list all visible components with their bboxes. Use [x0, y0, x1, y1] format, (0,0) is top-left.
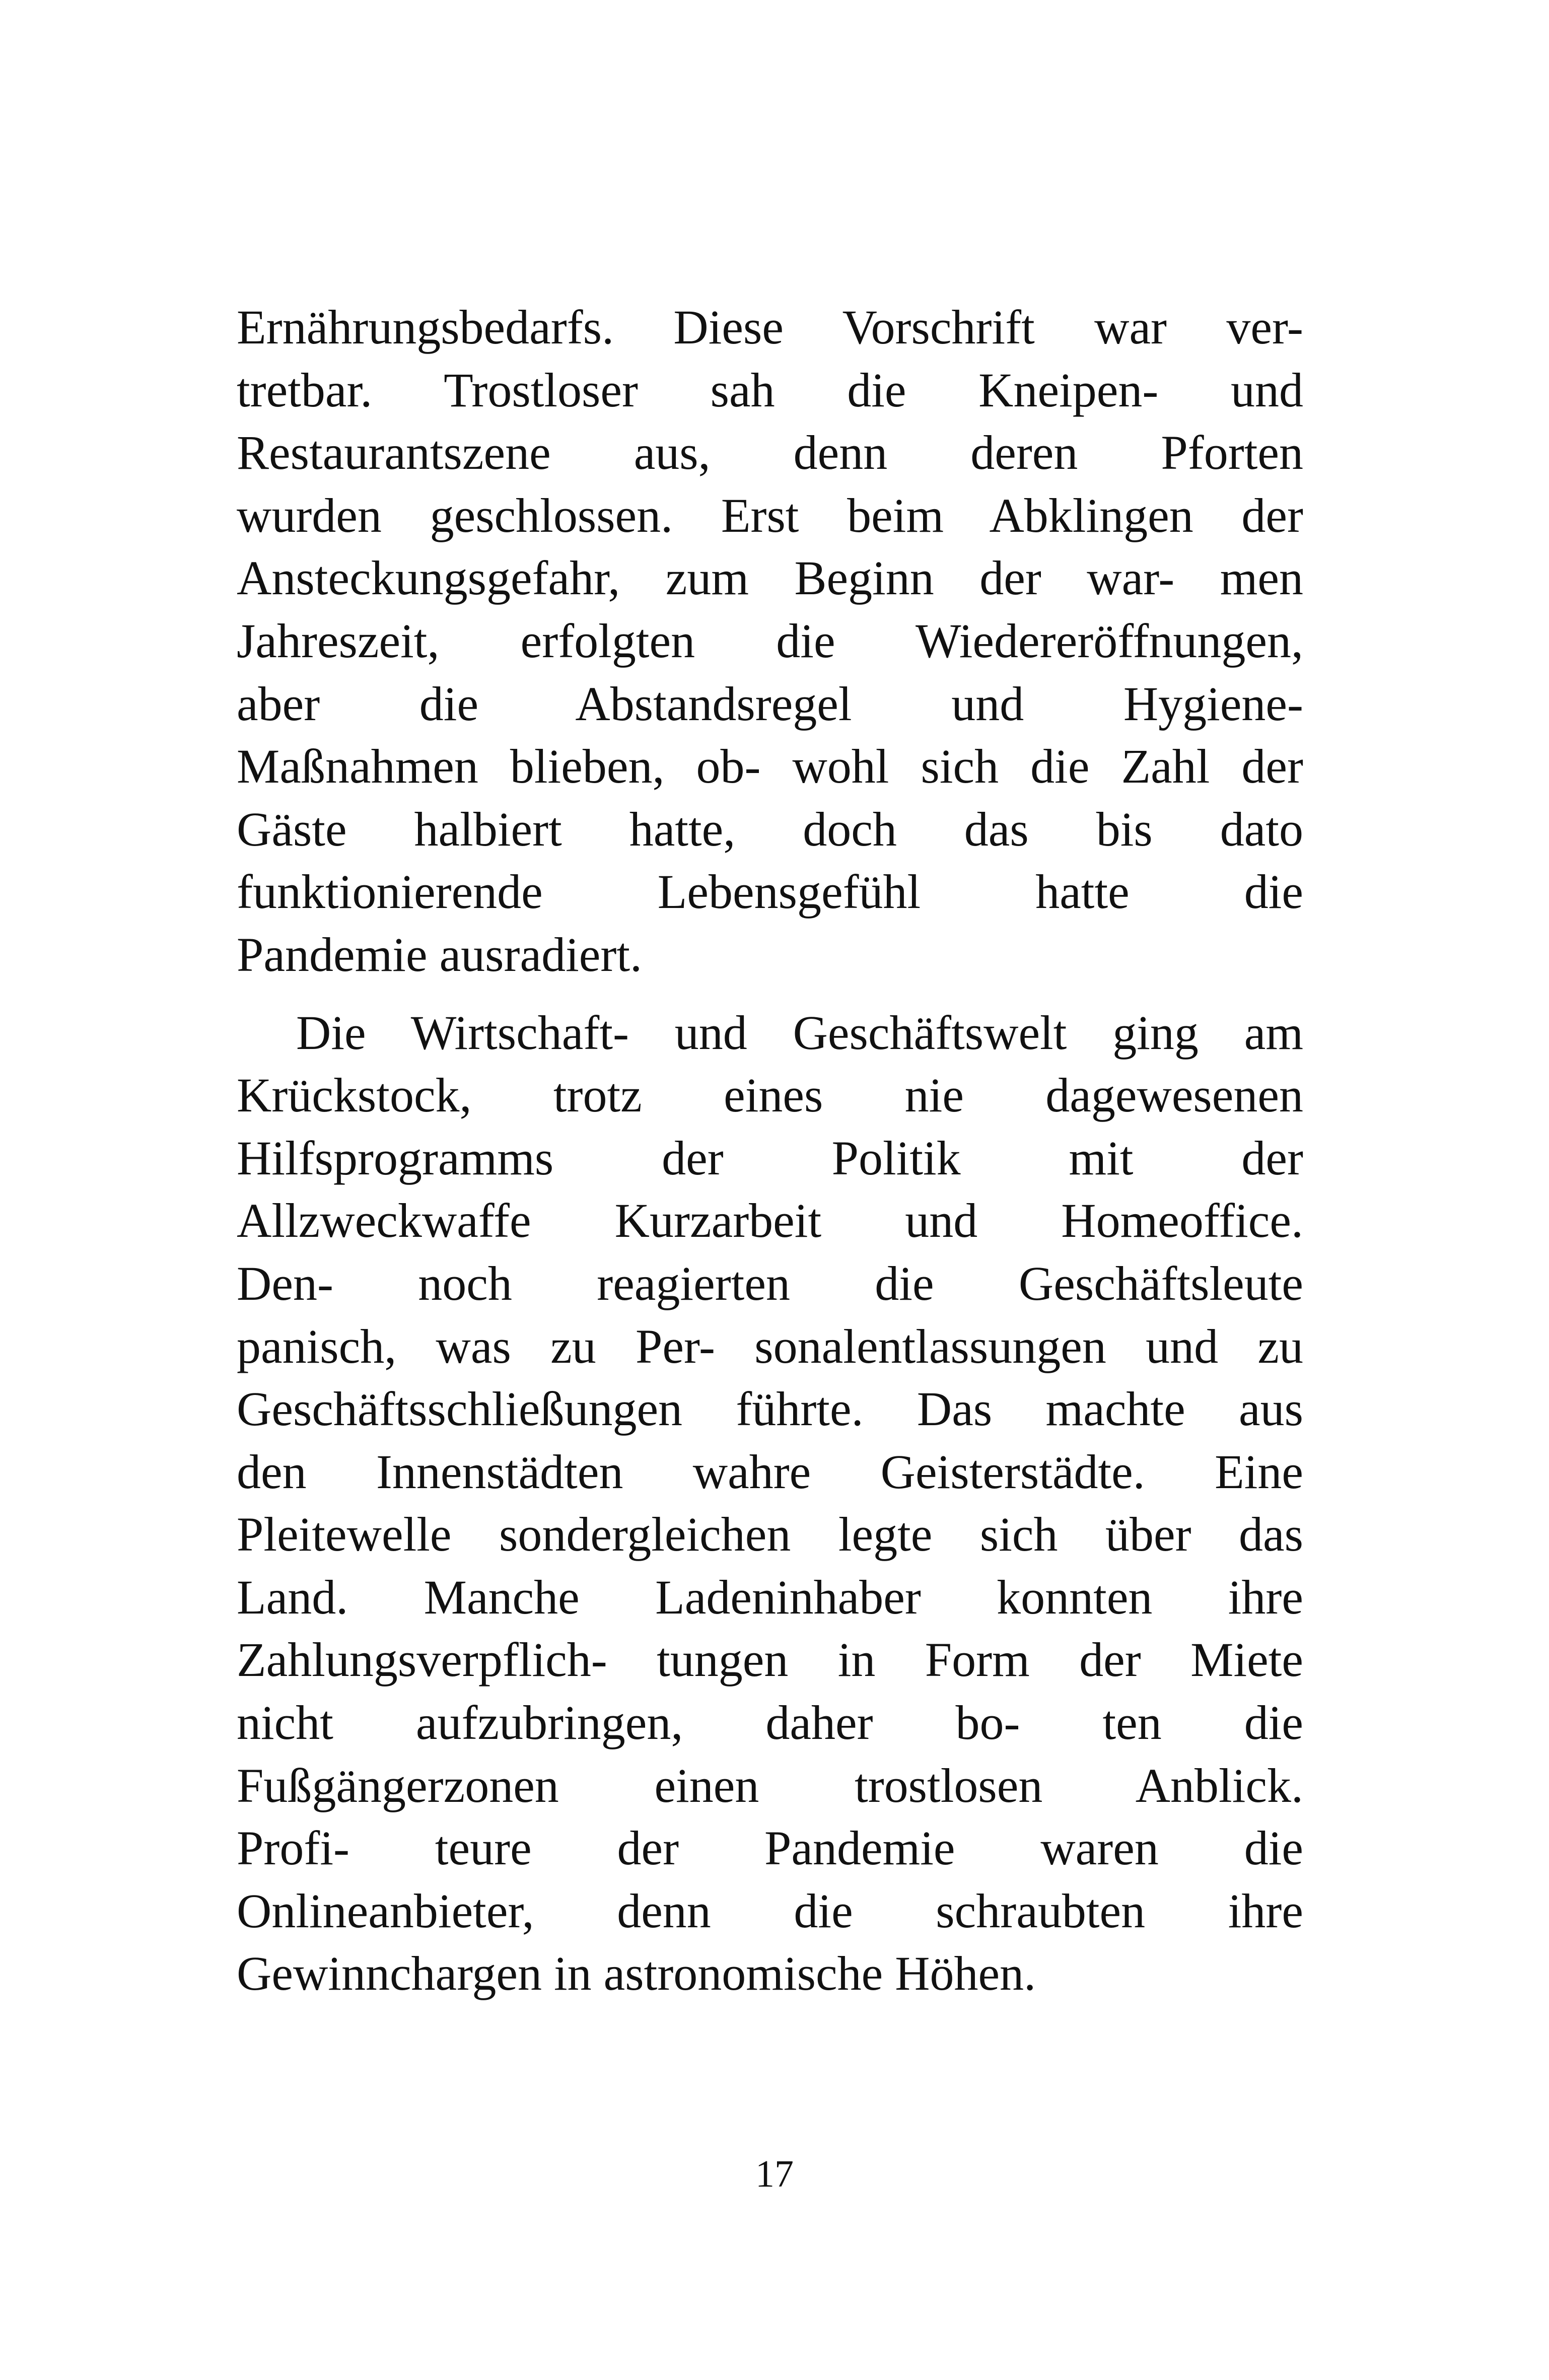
- text-line: Allzweckwaffe Kurzarbeit und Homeoffice.: [237, 1194, 1303, 1248]
- text-line: wurden geschlossen. Erst beim Abklingen der: [237, 488, 1303, 542]
- text-line: Die Wirtschaft- und Geschäftswelt ging am: [296, 1005, 1303, 1060]
- text-line: tretbar. Trostloser sah die Kneipen- und: [237, 363, 1303, 417]
- page-number: 17: [755, 2153, 794, 2195]
- text-line: Gäste halbiert hatte, doch das bis dato: [237, 802, 1303, 856]
- text-line: Pandemie ausradiert.: [237, 927, 643, 982]
- text-line: Hilfsprogramms der Politik mit der: [237, 1131, 1303, 1185]
- text-line: Geschäftsschließungen führte. Das machte aus: [237, 1382, 1303, 1436]
- text-line: funktionierende Lebensgefühl hatte die: [237, 865, 1303, 919]
- text-line: Zahlungsverpflich- tungen in Form der Miete: [237, 1633, 1303, 1687]
- text-line: nicht aufzubringen, daher bo- ten die: [237, 1696, 1303, 1750]
- body-text: [237, 296, 1303, 2005]
- text-line: aber die Abstandsregel und Hygiene-: [237, 676, 1303, 731]
- text-line: den Innenstädten wahre Geisterstädte. Eine: [237, 1444, 1303, 1499]
- paragraph-spacer: [237, 987, 1303, 1002]
- text-line: Onlineanbieter, denn die schraubten ihre: [237, 1883, 1303, 1938]
- text-line: Profi- teure der Pandemie waren die: [237, 1821, 1303, 1875]
- text-line: panisch, was zu Per- sonalentlassungen und zu: [237, 1319, 1303, 1373]
- text-line: Ernährungsbedarfs. Diese Vorschrift war ver-: [237, 300, 1303, 354]
- text-line: Den- noch reagierten die Geschäftsleute: [237, 1256, 1303, 1310]
- text-line: Ansteckungsgefahr, zum Beginn der war- men: [237, 551, 1303, 605]
- text-line: Krückstock, trotz eines nie dagewesenen: [237, 1068, 1303, 1123]
- text-line: Land. Manche Ladeninhaber konnten ihre: [237, 1570, 1303, 1624]
- paragraph-1: [237, 296, 1303, 987]
- text-line: Jahreszeit, erfolgten die Wiedereröffnungen,: [237, 613, 1303, 668]
- text-line: Maßnahmen blieben, ob- wohl sich die Zahl der: [237, 739, 1303, 794]
- text-line: Fußgängerzonen einen trostlosen Anblick.: [237, 1758, 1303, 1812]
- paragraph-2: [237, 1002, 1303, 2006]
- text-line: Pleitewelle sondergleichen legte sich über das: [237, 1507, 1303, 1562]
- text-line: Gewinnchargen in astronomische Höhen.: [237, 1946, 1036, 2001]
- text-line: Restaurantszene aus, denn deren Pforten: [237, 426, 1303, 480]
